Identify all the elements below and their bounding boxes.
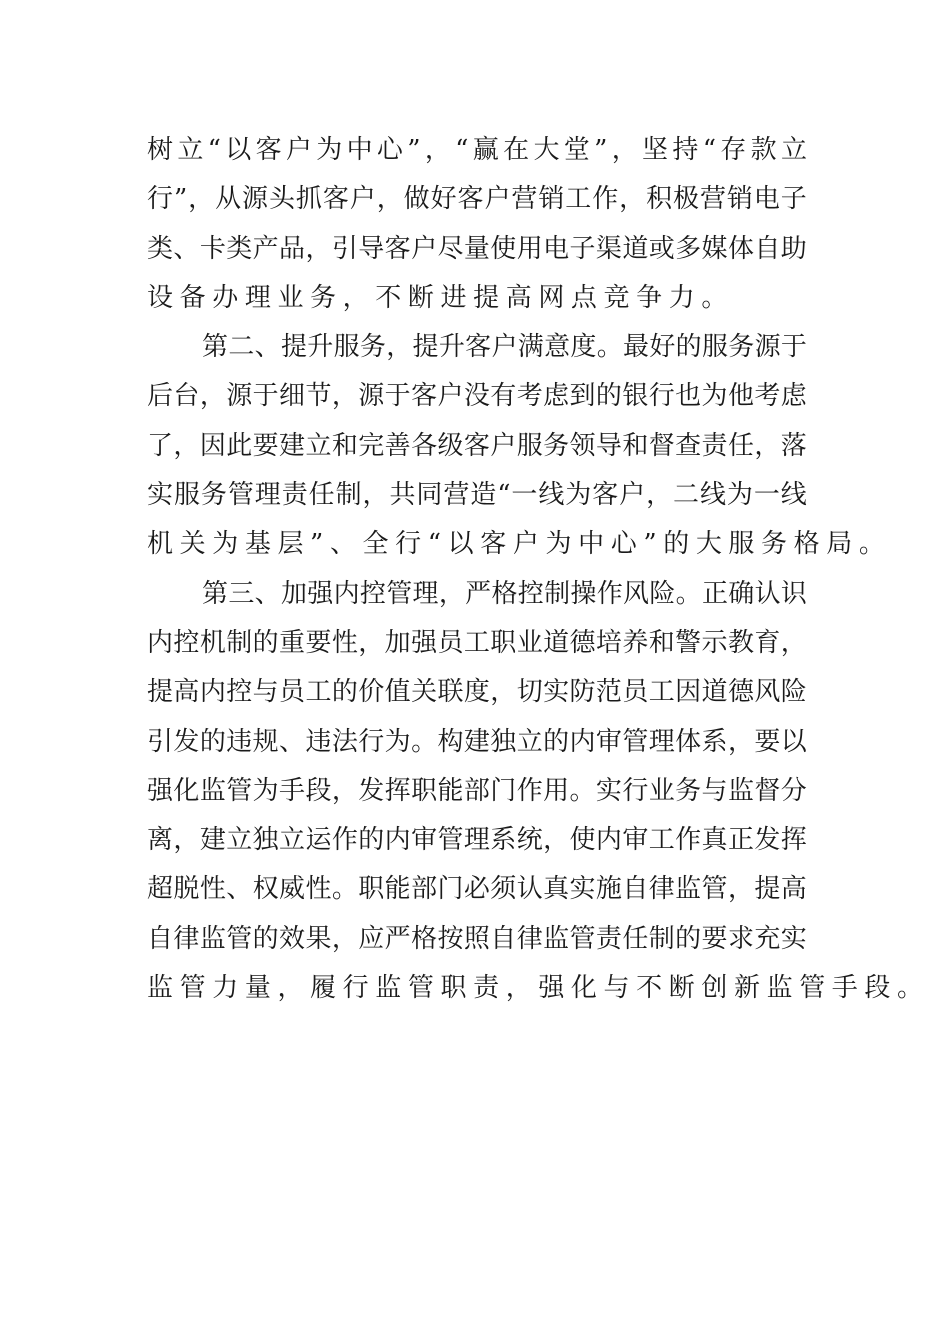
text-line: 设 备 办 理 业 务 ， 不 断 进 提 高 网 点 竞 争 力 。 — [147, 282, 728, 313]
text-line: 实 服 务 管 理 责 任 制 ， 共 同 营 造 “ 一 线 为 客 户 ， 二 线 为 一 线 — [147, 480, 807, 511]
text-line: 提 高 内 控 与 员 工 的 价 值 关 联 度 ， 切 实 防 范 员 工 因 道 德 风 险 — [147, 677, 807, 708]
text-line: 离 ， 建 立 独 立 运 作 的 内 审 管 理 系 统 ， 使 内 审 工 作 真 正 发 挥 — [147, 825, 807, 856]
text-line: 第 三 、 加 强 内 控 管 理 ， 严 格 控 制 操 作 风 险 。 正 确 认 识 — [202, 578, 807, 609]
text-line: 监 管 力 量 ， 履 行 监 管 职 责 ， 强 化 与 不 断 创 新 监 管 手 段 。 — [147, 973, 924, 1004]
text-line: 后 台 ， 源 于 细 节 ， 源 于 客 户 没 有 考 虑 到 的 银 行 也 为 他 考 虑 — [147, 381, 807, 412]
text-line: 行 ” ， 从 源 头 抓 客 户 ， 做 好 客 户 营 销 工 作 ， 积 极 营 销 电 子 — [147, 184, 807, 215]
text-line: 超 脱 性 、 权 威 性 。 职 能 部 门 必 须 认 真 实 施 自 律 监 管 ， 提 高 — [147, 874, 807, 905]
text-line: 了 ， 因 此 要 建 立 和 完 善 各 级 客 户 服 务 领 导 和 督 查 责 任 ， 落 — [147, 430, 807, 461]
text-line: 类 、 卡 类 产 品 ， 引 导 客 户 尽 量 使 用 电 子 渠 道 或 多 媒 体 自 助 — [147, 233, 807, 264]
text-line: 自 律 监 管 的 效 果 ， 应 严 格 按 照 自 律 监 管 责 任 制 的 要 求 充 实 — [147, 923, 807, 954]
body-text — [147, 126, 924, 1013]
text-line: 引 发 的 违 规 、 违 法 行 为 。 构 建 独 立 的 内 审 管 理 体 系 ， 要 以 — [147, 726, 807, 757]
text-line: 树 立 “ 以 客 户 为 中 心 ” ， “ 赢 在 大 堂 ” ， 坚 持 “ 存 款 立 — [147, 135, 807, 165]
text-line: 内 控 机 制 的 重 要 性 ， 加 强 员 工 职 业 道 德 培 养 和 警 示 教 育 ， — [147, 627, 807, 658]
text-line: 机 关 为 基 层 ” 、 全 行 “ 以 客 户 为 中 心 ” 的 大 服 务 格 局 。 — [147, 529, 885, 560]
text-line: 强 化 监 管 为 手 段 ， 发 挥 职 能 部 门 作 用 。 实 行 业 务 与 监 督 分 — [147, 775, 807, 806]
text-line: 第 二 、 提 升 服 务 ， 提 升 客 户 满 意 度 。 最 好 的 服 务 源 于 — [202, 332, 807, 363]
